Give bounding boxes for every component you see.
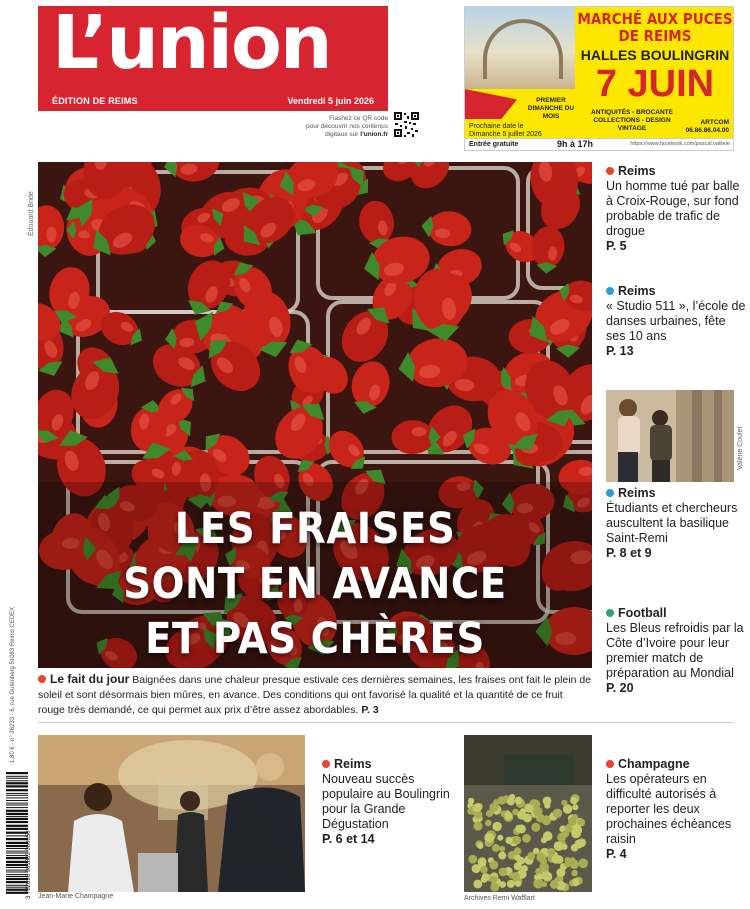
issue-date: Vendredi 5 juin 2026 <box>287 96 374 106</box>
barcode-bar <box>6 872 28 873</box>
teaser-page: P. 4 <box>606 847 627 861</box>
ad-date: 7 JUIN <box>595 63 715 105</box>
grape-icon <box>477 843 483 849</box>
bottom-left-photo-credit: Jean-Marie Champagne <box>38 893 114 900</box>
bullet-icon <box>606 489 614 497</box>
grape-icon <box>533 807 543 817</box>
barcode-bar <box>6 797 28 798</box>
grape-icon <box>571 870 578 877</box>
grape-icon <box>468 855 477 864</box>
barcode-bar <box>6 867 28 868</box>
teaser-reims-basilica[interactable] <box>606 486 746 561</box>
barcode-bar <box>6 828 28 830</box>
teaser-text: « Studio 511 », l’école de danses urbaines, fête ses 10 ans <box>606 299 746 343</box>
grape-icon <box>572 804 578 810</box>
section-divider <box>38 722 734 723</box>
ad-title <box>577 11 733 45</box>
barcode-bar <box>6 851 28 852</box>
grape-icon <box>527 852 535 860</box>
grape-icon <box>551 854 560 863</box>
barcode-bar <box>6 842 28 844</box>
ad-items-line-2: COLLECTIONS - DESIGN <box>593 117 671 124</box>
bullet-icon <box>606 167 614 175</box>
ad-items-line-1: ANTIQUITÉS - BROCANTE <box>591 109 673 116</box>
teaser-text: Les Bleus refroidis par la Côte d’Ivoire pour leur premier match de préparation au Mondial <box>606 621 744 680</box>
ad-organiser <box>686 119 729 135</box>
grape-icon <box>515 825 523 833</box>
ad-footer <box>465 138 733 150</box>
bullet-icon <box>606 760 614 768</box>
grape-icon <box>553 809 562 818</box>
barcode-bar <box>6 845 28 847</box>
barcode-bar <box>6 874 28 875</box>
grape-icon <box>543 872 553 882</box>
grape-icon <box>489 861 498 870</box>
ad-next-date-line-2: Dimanche 5 juillet 2026 <box>469 131 542 138</box>
grape-icon <box>515 881 521 887</box>
grape-icon <box>514 862 522 870</box>
qr-code-icon[interactable] <box>393 111 420 138</box>
teaser-football[interactable] <box>606 606 746 696</box>
grape-icon <box>511 872 519 880</box>
teaser-page: P. 13 <box>606 344 634 358</box>
grape-icon <box>577 819 583 825</box>
lead-kicker: Le fait du jour <box>50 672 130 686</box>
teaser-page: P. 5 <box>606 239 627 253</box>
grape-icon <box>543 831 553 841</box>
grape-icon <box>515 797 523 805</box>
grape-icon <box>473 803 482 812</box>
tasting-event-photo[interactable] <box>38 735 305 892</box>
barcode-bar <box>6 853 28 854</box>
qr-caption-line-1: Flashez ce QR code <box>329 115 388 122</box>
bullet-icon <box>606 287 614 295</box>
teaser-text: Nouveau succès populaire au Boulingrin pour la Grande Dégustation <box>322 772 450 831</box>
qr-caption-prefix: digitaux sur <box>325 131 359 138</box>
barcode-bar <box>6 782 28 784</box>
grape-icon <box>571 844 579 852</box>
teaser-text: Étudiants et chercheurs auscultent la basilique Saint-Remi <box>606 501 738 545</box>
grape-icon <box>570 797 578 805</box>
ad-hall-photo <box>465 7 575 89</box>
teaser-kicker-text: Football <box>618 606 667 620</box>
teaser-page: P. 8 et 9 <box>606 546 652 560</box>
ad-items-line-3: VINTAGE <box>617 125 647 132</box>
teaser-kicker <box>606 486 746 501</box>
grapes-photo-drawing <box>464 735 592 892</box>
bullet-icon <box>38 675 46 683</box>
grape-icon <box>480 866 488 874</box>
barcode-bar <box>6 803 28 804</box>
teaser-reims-studio[interactable] <box>606 284 746 359</box>
masthead <box>38 0 388 111</box>
barcode-bar <box>6 825 28 827</box>
barcode-bar <box>6 857 28 859</box>
barcode-bar <box>6 855 28 856</box>
grape-icon <box>543 797 552 806</box>
ad-schedule <box>521 97 581 121</box>
teaser-tasting[interactable] <box>322 757 452 847</box>
teaser-kicker-text: Champagne <box>618 757 690 771</box>
legal-line: 1,80 € - n° 26233 - 6, rue Gutenberg 51083 Reims CEDEX <box>10 606 16 763</box>
barcode-bar <box>6 887 28 888</box>
ad-title-line-2: DE REIMS <box>618 27 692 45</box>
ad-items <box>577 109 687 133</box>
grape-icon <box>514 847 522 855</box>
barcode-bar <box>6 835 28 836</box>
barcode-bar <box>6 785 28 787</box>
teaser-kicker <box>606 164 746 179</box>
grape-icon <box>499 881 506 888</box>
grape-icon <box>504 812 512 820</box>
barcode-bar <box>6 878 28 880</box>
ad-entry: Entrée gratuite <box>469 141 519 148</box>
qr-caption-line-2: pour découvrir nos contenus <box>305 123 388 130</box>
barcode-bar <box>6 800 28 801</box>
ad-next-date-line-1: Prochaine date le <box>469 123 524 130</box>
grape-icon <box>550 880 559 889</box>
barcode-bar <box>6 876 28 877</box>
ad-schedule-line-1: PREMIER <box>536 97 566 104</box>
teaser-kicker-text: Reims <box>334 757 372 771</box>
barcode-bar <box>6 821 28 823</box>
grape-icon <box>485 820 492 827</box>
grape-icon <box>562 830 569 837</box>
tasting-photo-drawing <box>38 735 305 892</box>
barcode-bar <box>6 793 28 794</box>
grape-icon <box>517 810 526 819</box>
basilica-students-photo[interactable] <box>606 390 734 482</box>
teaser-text: Les opérateurs en difficulté autorisés à reporter les deux prochaines échéances raisin <box>606 772 732 846</box>
bottom-right-photo-credit: Archives Remi Wafflart <box>464 895 535 902</box>
grape-icon <box>547 848 555 856</box>
teaser-page: P. 20 <box>606 681 634 695</box>
barcode-bar <box>6 881 28 883</box>
teaser-kicker <box>606 606 746 621</box>
barcode-bar <box>6 810 28 812</box>
barcode-bar <box>6 818 28 820</box>
teaser-reims-shooting[interactable] <box>606 164 746 254</box>
headline-line-1: LES FRAISES <box>174 504 456 554</box>
grape-icon <box>490 883 499 892</box>
barcode-bar <box>6 772 28 774</box>
edition-label: ÉDITION DE REIMS <box>52 96 138 106</box>
side-photo-credit: Valérie Coulet <box>737 426 744 470</box>
barcode-bar <box>6 861 28 863</box>
barcode-bar <box>6 870 28 871</box>
ad-organiser-name: ARTCOM <box>700 119 729 126</box>
grape-icon <box>478 857 487 866</box>
ad-decoration <box>465 89 517 119</box>
grape-icon <box>474 822 483 831</box>
lead-page: P. 3 <box>361 704 379 716</box>
grape-icon <box>492 844 500 852</box>
qr-caption <box>280 115 388 139</box>
teaser-champagne[interactable] <box>606 757 746 862</box>
barcode-bar <box>6 805 28 806</box>
teaser-page: P. 6 et 14 <box>322 832 375 846</box>
teaser-kicker-text: Reims <box>618 486 656 500</box>
barcode-bar <box>6 776 28 777</box>
grape-icon <box>506 837 513 844</box>
grape-icon <box>561 800 567 806</box>
grape-icon <box>568 817 577 826</box>
bullet-icon <box>322 760 330 768</box>
teaser-kicker-text: Reims <box>618 284 656 298</box>
grapes-harvest-photo[interactable] <box>464 735 592 892</box>
barcode-bar <box>6 864 28 866</box>
grape-icon <box>497 835 503 841</box>
qr-site: l’union.fr <box>360 131 388 138</box>
grape-icon <box>525 804 534 813</box>
ad-phone: 06.86.86.04.00 <box>685 127 729 134</box>
barcode-bar <box>6 780 28 781</box>
ad-hours: 9h à 17h <box>557 139 594 149</box>
barcode-bar <box>6 892 28 894</box>
flea-market-ad[interactable] <box>464 6 734 151</box>
lead-text: Baignées dans une chaleur presque estivale ces dernières semaines, les fraises ont fait le plein de soleil et sont désormais bien mûres, en avance. Des conditions qui ont favorisé la qualité et la quantité de ce fruit rouge très demandé, ce qui permet aux prix d’être assez abordables. <box>38 674 592 716</box>
barcode-bar <box>6 832 28 834</box>
grape-icon <box>490 875 498 883</box>
barcode-number: 3 782696 901803 060050 <box>26 830 32 899</box>
teaser-kicker <box>606 757 746 772</box>
grape-icon <box>484 833 494 843</box>
teaser-kicker <box>606 284 746 299</box>
teaser-text: Un homme tué par balle à Croix-Rouge, sur fond probable de trafic de drogue <box>606 179 740 238</box>
teaser-kicker-text: Reims <box>618 164 656 178</box>
headline-line-3: ET PAS CHÈRES <box>145 614 485 664</box>
main-story-photo[interactable] <box>38 162 592 668</box>
teaser-kicker <box>322 757 452 772</box>
ad-venue: HALLES BOULINGRIN <box>580 47 730 63</box>
grape-icon <box>514 854 521 861</box>
main-photo-credit: Édouard Bride <box>28 191 35 236</box>
grape-icon <box>521 865 528 872</box>
grape-icon <box>556 868 565 877</box>
barcode-bar <box>6 816 28 817</box>
main-headline[interactable] <box>38 502 592 667</box>
barcode-bar <box>6 848 28 849</box>
barcode-bar <box>6 795 28 796</box>
grape-icon <box>498 852 506 860</box>
grape-icon <box>571 829 581 839</box>
grape-icon <box>473 880 482 889</box>
ad-url[interactable]: https://www.facebook.com/pascal.vallieie <box>630 141 730 147</box>
grape-icon <box>513 836 521 844</box>
ad-next-date <box>469 123 569 139</box>
headline-line-2: SONT EN AVANCE <box>123 559 507 609</box>
grape-icon <box>579 859 589 869</box>
ad-schedule-line-2: DIMANCHE DU MOIS <box>527 105 575 120</box>
grape-icon <box>572 878 579 885</box>
grape-icon <box>540 857 548 865</box>
barcode-bar <box>6 885 28 886</box>
grape-icon <box>522 834 531 843</box>
newspaper-logo: L’union <box>52 0 331 86</box>
ad-title-line-1: MARCHÉ AUX PUCES <box>577 10 733 28</box>
grape-icon <box>509 794 515 800</box>
grape-icon <box>499 868 508 877</box>
grape-icon <box>489 803 498 812</box>
barcode-bar <box>6 838 28 840</box>
grape-icon <box>531 823 540 832</box>
grape-icon <box>493 822 502 831</box>
grape-icon <box>482 873 490 881</box>
barcode-bar <box>6 789 28 791</box>
grape-icon <box>507 880 515 888</box>
qr-caption-line-3 <box>280 131 388 139</box>
barcode-bar <box>6 807 28 808</box>
lead-paragraph[interactable] <box>38 672 592 718</box>
grape-icon <box>472 864 481 873</box>
grape-icon <box>565 857 571 863</box>
side-photo-drawing <box>606 390 734 482</box>
barcode-bar <box>6 778 28 779</box>
grape-icon <box>536 879 544 887</box>
bullet-icon <box>606 609 614 617</box>
grape-icon <box>468 798 474 804</box>
grape-icon <box>561 844 567 850</box>
grape-icon <box>499 846 505 852</box>
barcode-bar <box>6 813 28 815</box>
barcode-bar <box>6 889 28 891</box>
